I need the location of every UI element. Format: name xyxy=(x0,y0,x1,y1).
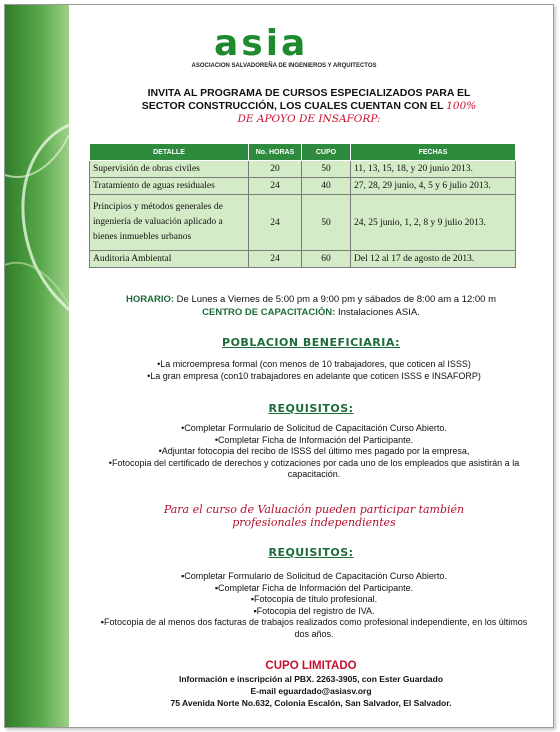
courses-table xyxy=(89,143,516,268)
email-link[interactable]: eguardado@asiasv.org xyxy=(278,686,372,696)
intro-line-2 xyxy=(89,100,529,113)
cell-cupo: 50 xyxy=(302,195,351,251)
list-item: ▪Completar Formulario de Solicitud de Capacitación Curso Abierto. xyxy=(181,571,447,581)
flyer-frame xyxy=(4,4,554,728)
requisitos-title-2: REQUISITOS: xyxy=(268,546,354,559)
email-label: E-mail xyxy=(250,686,276,696)
intro-line-2-text: SECTOR CONSTRUCCIÓN, LOS CUALES CUENTAN CON EL xyxy=(141,100,444,112)
table-row xyxy=(90,161,516,178)
requisitos-list-1 xyxy=(99,423,529,481)
contact-line: Información e inscripción al PBX. 2263-3905, con Ester Guardado xyxy=(178,674,444,684)
logo-subtitle: ASOCIACION SALVADOREÑA DE INGENIEROS Y ARQUITECTOS xyxy=(191,63,377,69)
cell-fechas: Del 12 al 17 de agosto de 2013. xyxy=(351,251,516,268)
centro-label: CENTRO DE CAPACITACIÓN: xyxy=(202,307,336,318)
list-item: ▪Fotocopia del registro de IVA. xyxy=(253,605,375,616)
cell-horas: 24 xyxy=(249,178,302,195)
cell-horas: 24 xyxy=(249,251,302,268)
cell-fechas: 24, 25 junio, 1, 2, 8 y 9 julio 2013. xyxy=(351,195,516,251)
header-detalle: DETALLE xyxy=(90,144,249,161)
note-line-2: profesionales independientes xyxy=(232,516,396,529)
table-row xyxy=(90,178,516,195)
note-line-1: Para el curso de Valuación pueden participar también xyxy=(163,503,465,516)
cell-detalle: Tratamiento de aguas residuales xyxy=(90,178,249,195)
cell-detalle: Principios y métodos generales de ingeniería de valuación aplicado a bienes inmuebles urbanos xyxy=(90,195,249,251)
poblacion-list xyxy=(99,359,529,382)
list-item: •Completar Formulario de Solicitud de Capacitación Curso Abierto. xyxy=(181,423,447,433)
address-line: 75 Avenida Norte No.632, Colonia Escalón, San Salvador, El Salvador. xyxy=(170,698,452,708)
intro-text xyxy=(89,87,529,126)
requisitos-title-1: REQUISITOS: xyxy=(268,402,354,415)
intro-line-3: DE APOYO DE INSAFORP: xyxy=(237,113,381,125)
cell-fechas: 27, 28, 29 junio, 4, 5 y 6 julio 2013. xyxy=(351,178,516,195)
table-row xyxy=(90,251,516,268)
header-horas: No. HORAS xyxy=(249,144,302,161)
list-item: •Fotocopia del certificado de derechos y cotizaciones por cada uno de los empleados que asistirán a la capacitación. xyxy=(108,457,520,479)
cell-detalle: Supervisión de obras civiles xyxy=(90,161,249,178)
intro-line-1: INVITA AL PROGRAMA DE CURSOS ESPECIALIZADOS PARA EL xyxy=(147,87,471,99)
list-item: •La gran empresa (con10 trabajadores en adelante que coticen ISSS e INSAFORP) xyxy=(147,370,481,381)
cell-fechas: 11, 13, 15, 18, y 20 junio 2013. xyxy=(351,161,516,178)
side-decoration xyxy=(5,5,69,727)
cell-horas: 24 xyxy=(249,195,302,251)
list-item: ▪Completar Ficha de Información del Participante. xyxy=(214,582,414,593)
email-line xyxy=(79,685,543,697)
intro-percent: 100% xyxy=(446,100,477,112)
asia-logo: asia xyxy=(214,23,309,64)
cell-cupo: 60 xyxy=(302,251,351,268)
list-item: ▪Fotocopia de título profesional. xyxy=(250,594,378,604)
table-header-row xyxy=(90,144,516,161)
list-item: •Adjuntar fotocopia del recibo de ISSS del último mes pagado por la empresa, xyxy=(158,446,470,456)
list-item: ▪Fotocopia de al menos dos facturas de trabajos realizados como profesional independiente, en los últimos dos años. xyxy=(100,617,528,639)
cell-horas: 20 xyxy=(249,161,302,178)
list-item: •Completar Ficha de Información del Participante. xyxy=(214,434,414,445)
centro-text: Instalaciones ASIA. xyxy=(337,307,420,318)
cupo-limitado: CUPO LIMITADO xyxy=(265,660,357,672)
cell-cupo: 50 xyxy=(302,161,351,178)
table-row xyxy=(90,195,516,251)
swirl-decoration xyxy=(5,5,69,727)
horario-line xyxy=(69,294,553,305)
horario-label: HORARIO: xyxy=(125,294,175,305)
centro-line xyxy=(69,307,553,318)
poblacion-title: POBLACION BENEFICIARIA: xyxy=(222,336,400,349)
list-item: •La microempresa formal (con menos de 10 trabajadores, que coticen al ISSS) xyxy=(157,359,471,369)
cell-detalle: Auditoria Ambiental xyxy=(90,251,249,268)
horario-text: De Lunes a Viernes de 5:00 pm a 9:00 pm y sábados de 8:00 am a 12:00 m xyxy=(176,294,496,305)
flyer-content xyxy=(69,5,553,727)
header-fechas: FECHAS xyxy=(351,144,516,161)
header-cupo: CUPO xyxy=(302,144,351,161)
contact-info xyxy=(79,673,543,709)
valuacion-note xyxy=(89,503,539,529)
cell-cupo: 40 xyxy=(302,178,351,195)
requisitos-list-2 xyxy=(99,571,529,640)
